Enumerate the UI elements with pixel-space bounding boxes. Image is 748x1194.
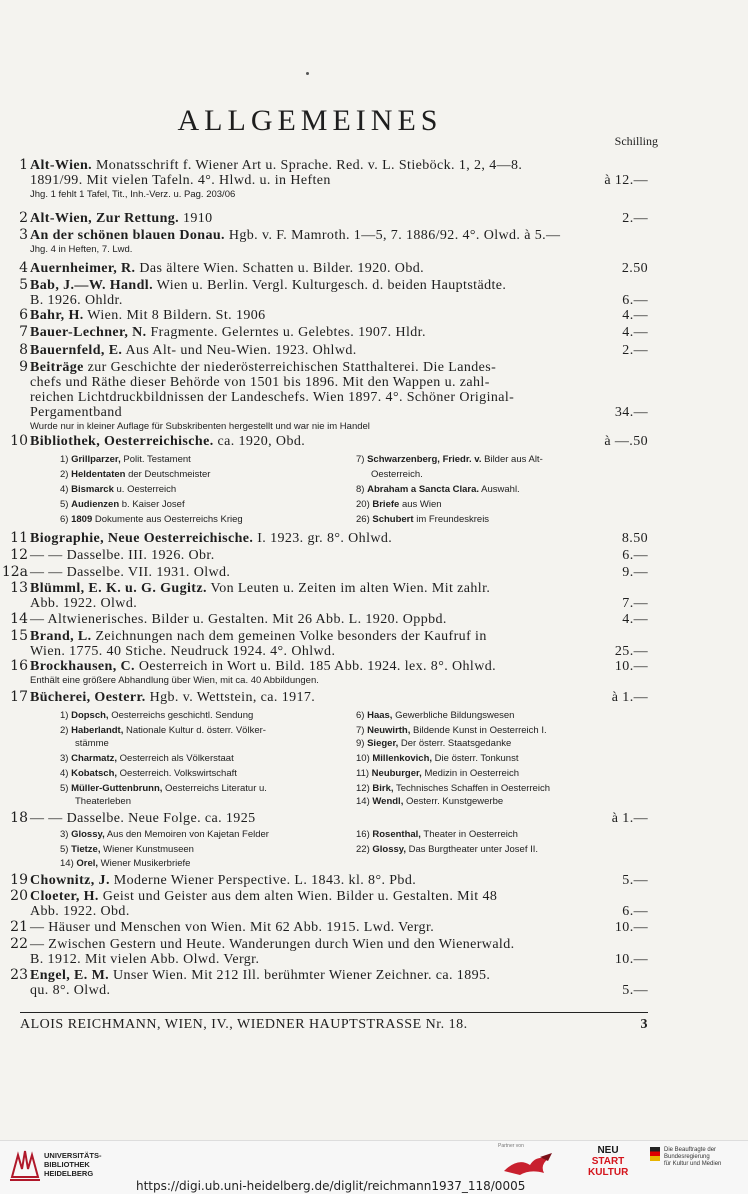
entry-number: 7 — [19, 324, 28, 340]
sublist-item: 3) Charmatz, Oesterreich als Völkerstaat — [60, 753, 234, 764]
sublist-item: 16) Rosenthal, Theater in Oesterreich — [356, 829, 518, 840]
sublist-item: 2) Haberlandt, Nationale Kultur d. österr. Völker- — [60, 725, 266, 736]
entry-number: 2 — [19, 210, 28, 226]
entry-number: 17 — [10, 689, 28, 705]
entry-text-line: Bahr, H. Wien. Mit 8 Bildern. St. 1906 4.— — [30, 308, 648, 323]
entry-number: 16 — [10, 658, 28, 674]
entry-price: 4.— — [622, 325, 648, 340]
publisher-footer — [20, 1012, 648, 1033]
entry-number: 1 — [19, 157, 28, 173]
entry-note: Enthält eine größere Abhandlung über Wien, mit ca. 40 Abbildungen. — [30, 675, 319, 686]
decorative-dot — [306, 72, 309, 75]
partner-bird-logo-icon — [500, 1151, 570, 1179]
partner-label: Partner von — [498, 1143, 524, 1149]
entry-text-line: B. 1926. Ohldr. 6.— — [30, 293, 648, 308]
entry-number: 10 — [10, 433, 28, 449]
sublist-item: 5) Müller-Guttenbrunn, Oesterreichs Literatur u. — [60, 783, 267, 794]
entry-number: 22 — [10, 936, 28, 952]
entry-text-line: qu. 8°. Olwd. 5.— — [30, 983, 648, 998]
entry-text-line: 1891/99. Mit vielen Tafeln. 4°. Hlwd. u. in Heften à 12.— — [30, 173, 648, 188]
entry-number: 3 — [19, 227, 28, 243]
source-url-link[interactable]: https://digi.ub.uni-heidelberg.de/diglit/reichmann1937_118/0005 — [136, 1179, 526, 1193]
entry-text-line: Pergamentband 34.— — [30, 405, 648, 420]
entry-text-line: An der schönen blauen Donau. Hgb. v. F. Mamroth. 1—5, 7. 1886/92. 4°. Olwd. à 5.— — [30, 228, 561, 243]
catalog-entry — [10, 888, 648, 919]
catalog-entry — [10, 810, 648, 826]
catalog-entry — [10, 689, 648, 705]
entry-number: 9 — [19, 359, 28, 375]
catalog-entry — [10, 967, 648, 998]
entry-price: 4.— — [622, 612, 648, 627]
page-number: 3 — [640, 1017, 648, 1032]
catalog-entry — [19, 210, 648, 226]
entry-number: 12a — [1, 564, 28, 580]
sublist-item: 6) 1809 Dokumente aus Oesterreichs Krieg — [60, 514, 243, 525]
catalog-entry — [10, 530, 648, 546]
entry-price: 6.— — [622, 548, 648, 563]
catalog-entry — [10, 611, 648, 627]
entry-text-line: — — Dasselbe. Neue Folge. ca. 1925 à 1.— — [30, 811, 648, 826]
entry-number: 19 — [10, 872, 28, 888]
entry-price: 4.— — [622, 308, 648, 323]
entry-note: Wurde nur in kleiner Auflage für Subskribenten hergestellt und war nie im Handel — [30, 421, 370, 432]
entry-number: 14 — [10, 611, 28, 627]
sublist-item: 1) Dopsch, Oesterreichs geschichtl. Sendung — [60, 710, 254, 721]
entry-price: 8.50 — [621, 531, 648, 546]
sublist-item: Oesterreich. — [371, 469, 423, 480]
catalog-entry — [19, 157, 648, 202]
entry-text-line: Brockhausen, C. Oesterreich in Wort u. Bild. 185 Abb. 1924. lex. 8°. Ohlwd. 10.— — [30, 659, 648, 674]
sublist-item: stämme — [75, 738, 109, 749]
entry-number: 8 — [19, 342, 28, 358]
entry-text-line: — Altwienerisches. Bilder u. Gestalten. Mit 26 Abb. L. 1920. Oppbd. 4.— — [30, 612, 648, 627]
catalog-entry — [10, 580, 648, 611]
entry-price: 7.— — [622, 596, 648, 611]
entry-price: 25.— — [614, 644, 648, 659]
entry-text-line: Cloeter, H. Geist und Geister aus dem alten Wien. Bilder u. Gestalten. Mit 48 — [30, 889, 498, 904]
entry-number: 6 — [19, 307, 28, 323]
entry-text-line: Blümml, E. K. u. G. Gugitz. Von Leuten u. Zeiten im alten Wien. Mit zahlr. — [30, 581, 491, 596]
sublist-item: 2) Heldentaten der Deutschmeister — [60, 469, 211, 480]
federal-government-label: Die Beauftragte der Bundesregierung für Kultur und Medien — [650, 1147, 748, 1168]
sublist-item: 9) Sieger, Der österr. Staatsgedanke — [356, 738, 512, 749]
sublist-item: 4) Bismarck u. Oesterreich — [60, 484, 177, 495]
sublist-item: 14) Wendl, Oesterr. Kunstgewerbe — [356, 796, 504, 807]
entry-number: 15 — [10, 628, 28, 644]
entry-number: 5 — [19, 277, 28, 293]
catalog-entry — [10, 658, 648, 688]
entry-text-line: B. 1912. Mit vielen Abb. Olwd. Vergr. 10.— — [30, 952, 648, 967]
entry-number: 11 — [10, 530, 28, 546]
publisher-address: ALOIS REICHMANN, WIEN, IV., WIEDNER HAUPTSTRASSE Nr. 18. — [20, 1017, 468, 1032]
entry-price: 10.— — [614, 920, 648, 935]
currency-label: Schilling — [614, 134, 658, 148]
catalog-entry — [10, 628, 648, 659]
entry-price: 6.— — [622, 293, 648, 308]
sublist-item: 7) Schwarzenberg, Friedr. v. Bilder aus Alt- — [356, 454, 543, 465]
entry-number: 18 — [10, 810, 28, 826]
sublist-item: 8) Abraham a Sancta Clara. Auswahl. — [356, 484, 520, 495]
catalog-entry — [19, 227, 648, 257]
entry-text-line: — Häuser und Menschen von Wien. Mit 62 Abb. 1915. Lwd. Vergr. 10.— — [30, 920, 648, 935]
entry-text-line: Alt-Wien, Zur Rettung. 1910 2.— — [30, 211, 648, 226]
sublist-item: Theaterleben — [75, 796, 131, 807]
entry-text-line: — Zwischen Gestern und Heute. Wanderungen durch Wien und den Wienerwald. — [30, 937, 515, 952]
entry-note: Jhg. 4 in Heften, 7. Lwd. — [30, 244, 133, 255]
entry-price: 5.— — [622, 873, 648, 888]
library-name: UNIVERSITÄTS- BIBLIOTHEK HEIDELBERG — [44, 1151, 102, 1178]
entry-price: 5.— — [622, 983, 648, 998]
catalog-entry — [10, 547, 648, 563]
entry-text-line: Wien. 1775. 40 Stiche. Neudruck 1924. 4°. Ohlwd. 25.— — [30, 644, 648, 659]
sublist-item: 5) Tietze, Wiener Kunstmuseen — [60, 844, 194, 855]
entry-text-line: Bauer-Lechner, N. Fragmente. Gelerntes u. Gelebtes. 1907. Hldr. 4.— — [30, 325, 648, 340]
entry-text-line: Alt-Wien. Monatsschrift f. Wiener Art u. Sprache. Red. v. L. Stieböck. 1, 2, 4—8. — [30, 158, 523, 173]
neustart-kultur-logo: NEU START KULTUR — [588, 1145, 629, 1178]
sublist-item: 4) Kobatsch, Oesterreich. Volkswirtschaft — [60, 768, 237, 779]
entry-price: à 1.— — [611, 690, 648, 705]
entry-price: 2.— — [622, 211, 648, 226]
digitization-bar — [0, 1140, 748, 1194]
catalog-entry — [19, 260, 648, 276]
catalog-entry — [19, 277, 648, 308]
sublist-item: 26) Schubert im Freundeskreis — [356, 514, 490, 525]
entry-number: 4 — [19, 260, 28, 276]
german-flag-icon — [650, 1147, 660, 1161]
entry-number: 12 — [10, 547, 28, 563]
catalog-entry — [19, 359, 648, 434]
catalog-entry — [10, 433, 648, 449]
catalog-entry — [19, 324, 648, 340]
sublist-item: 7) Neuwirth, Bildende Kunst in Oesterreich I. — [356, 725, 547, 736]
entry-number: 23 — [10, 967, 28, 983]
entry-text-line: chefs und Räthe dieser Behörde von 1501 bis 1896. Mit den Wappen u. zahl- — [30, 375, 490, 390]
entry-text-line: Beiträge zur Geschichte der niederösterreichischen Statthalterei. Die Landes- — [30, 360, 497, 375]
entry-text-line: Engel, E. M. Unser Wien. Mit 212 Ill. berühmter Wiener Zeichner. ca. 1895. — [30, 968, 491, 983]
entry-text-line: Biographie, Neue Oesterreichische. I. 1923. gr. 8°. Ohlwd. 8.50 — [30, 531, 648, 546]
entry-text-line: Bibliothek, Oesterreichische. ca. 1920, Obd. à —.50 — [30, 434, 648, 449]
entry-price: à 12.— — [604, 173, 648, 188]
entry-text-line: Brand, L. Zeichnungen nach dem gemeinen Volke besonders der Kaufruf in — [30, 629, 487, 644]
entry-number: 13 — [10, 580, 28, 596]
entry-text-line: Abb. 1922. Obd. 6.— — [30, 904, 648, 919]
entry-text-line: — — Dasselbe. III. 1926. Obr. 6.— — [30, 548, 648, 563]
entry-text-line: Bab, J.—W. Handl. Wien u. Berlin. Vergl. Kulturgesch. d. beiden Hauptstädte. — [30, 278, 507, 293]
entry-price: 6.— — [622, 904, 648, 919]
page-title: ALLGEMEINES — [177, 104, 443, 137]
entry-price: 10.— — [614, 952, 648, 967]
entry-text-line: Auernheimer, R. Das ältere Wien. Schatten u. Bilder. 1920. Obd. 2.50 — [30, 261, 648, 276]
sublist-item: 5) Audienzen b. Kaiser Josef — [60, 499, 185, 510]
catalog-entry — [19, 307, 648, 323]
entry-note: Jhg. 1 fehlt 1 Tafel, Tit., Inh.-Verz. u. Pag. 203/06 — [30, 189, 236, 200]
sublist-item: 20) Briefe aus Wien — [356, 499, 442, 510]
entry-price: 34.— — [614, 405, 648, 420]
university-library-logo-icon — [8, 1147, 42, 1183]
catalog-entry — [10, 936, 648, 967]
entry-price: à 1.— — [611, 811, 648, 826]
entry-text-line: Bauernfeld, E. Aus Alt- und Neu-Wien. 1923. Ohlwd. 2.— — [30, 343, 648, 358]
entry-text-line: Chownitz, J. Moderne Wiener Perspective. L. 1843. kl. 8°. Pbd. 5.— — [30, 873, 648, 888]
sublist-item: 6) Haas, Gewerbliche Bildungswesen — [356, 710, 515, 721]
entry-price: à —.50 — [604, 434, 648, 449]
catalog-entry — [19, 342, 648, 358]
entry-number: 20 — [10, 888, 28, 904]
sublist-item: 1) Grillparzer, Polit. Testament — [60, 454, 191, 465]
entry-price: 9.— — [622, 565, 648, 580]
sublist-item: 22) Glossy, Das Burgtheater unter Josef II. — [356, 844, 539, 855]
sublist-item: 3) Glossy, Aus den Memoiren von Kajetan Felder — [60, 829, 269, 840]
entry-price: 2.— — [622, 343, 648, 358]
entry-price: 10.— — [614, 659, 648, 674]
catalog-entry — [1, 564, 648, 580]
sublist-item: 10) Millenkovich, Die österr. Tonkunst — [356, 753, 519, 764]
sublist-item: 14) Orel, Wiener Musikerbriefe — [60, 858, 191, 869]
entry-text-line: Abb. 1922. Olwd. 7.— — [30, 596, 648, 611]
sublist-item: 11) Neuburger, Medizin in Oesterreich — [356, 768, 519, 779]
entry-price: 2.50 — [621, 261, 648, 276]
entry-text-line: — — Dasselbe. VII. 1931. Olwd. 9.— — [30, 565, 648, 580]
sublist-item: 12) Birk, Technisches Schaffen in Oesterreich — [356, 783, 550, 794]
catalog-entry — [10, 872, 648, 888]
catalog-entry — [10, 919, 648, 935]
entry-text-line: Bücherei, Oesterr. Hgb. v. Wettstein, ca. 1917. à 1.— — [30, 690, 648, 705]
entry-text-line: reichen Lichtdruckbildnissen der Landeschefs. Wien 1897. 4°. Schöner Original- — [30, 390, 515, 405]
entry-number: 21 — [10, 919, 28, 935]
